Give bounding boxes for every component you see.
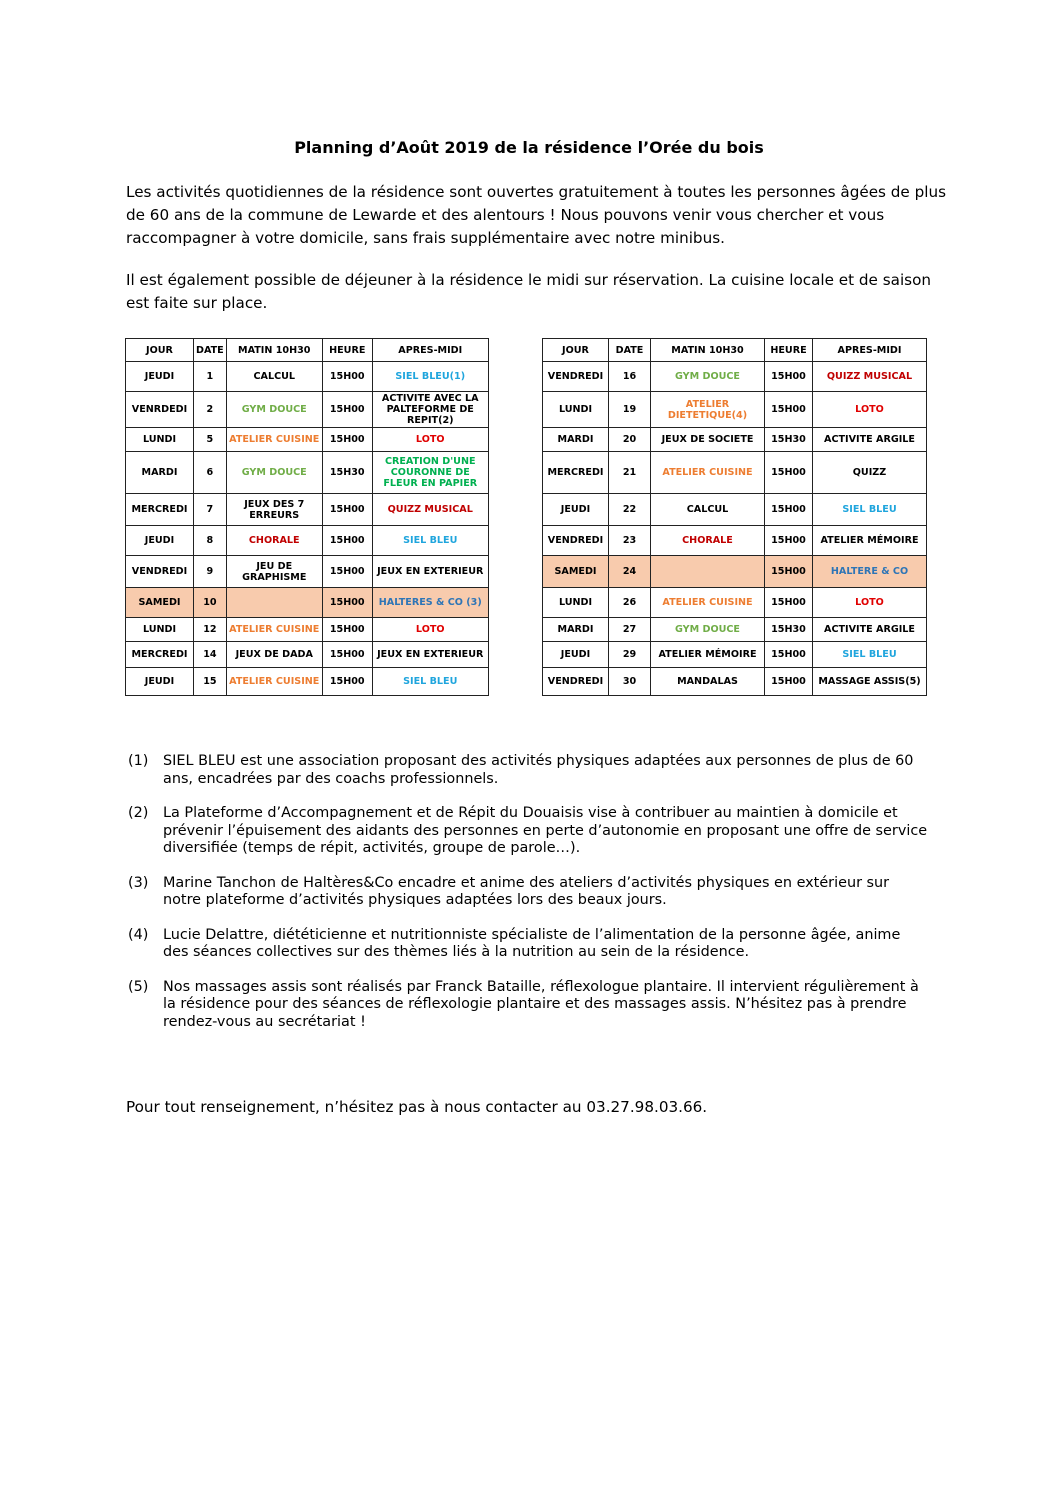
date-cell: 12 [194,618,227,642]
table-row [126,428,489,452]
table-row [126,618,489,642]
time-cell: 15H00 [322,668,372,696]
footnote-item [128,927,928,962]
day-cell: MERCREDI [126,494,194,526]
day-cell: MERCREDI [543,452,609,494]
date-cell: 26 [609,588,651,618]
day-cell: JEUDI [126,362,194,392]
morning-activity-cell: JEUX DES 7 ERREURS [226,494,322,526]
date-cell: 22 [609,494,651,526]
afternoon-activity-cell: SIEL BLEU [372,668,488,696]
day-cell: MARDI [126,452,194,494]
date-cell: 29 [609,642,651,668]
footnote-item [128,805,928,858]
morning-activity-cell: JEUX DE DADA [226,642,322,668]
morning-activity-cell: GYM DOUCE [651,362,765,392]
day-cell: SAMEDI [126,588,194,618]
afternoon-activity-cell: LOTO [813,588,927,618]
afternoon-activity-cell: QUIZZ [813,452,927,494]
header-apres-midi: APRES-MIDI [372,339,488,362]
time-cell: 15H00 [322,526,372,556]
afternoon-activity-cell: ACTIVITE ARGILE [813,428,927,452]
afternoon-activity-cell: QUIZZ MUSICAL [372,494,488,526]
table-row [126,526,489,556]
afternoon-activity-cell: QUIZZ MUSICAL [813,362,927,392]
afternoon-activity-cell: LOTO [813,392,927,428]
table-row [126,588,489,618]
afternoon-activity-cell: SIEL BLEU [813,642,927,668]
table-row [126,556,489,588]
table-row [126,362,489,392]
footnote-text: Marine Tanchon de Haltères&Co encadre et anime des ateliers d’activités physiques en extérieur sur notre plateforme d’activités physiques adaptées lors des beaux jours. [163,874,890,908]
morning-activity-cell: ATELIER CUISINE [651,588,765,618]
day-cell: LUNDI [126,428,194,452]
table-row [126,452,489,494]
table-row [543,588,927,618]
date-cell: 8 [194,526,227,556]
morning-activity-cell: CHORALE [226,526,322,556]
day-cell: JEUDI [126,668,194,696]
morning-activity-cell: CHORALE [651,526,765,556]
afternoon-activity-cell: HALTERE & CO [813,556,927,588]
table-row [543,452,927,494]
date-cell: 21 [609,452,651,494]
morning-activity-cell: ATELIER CUISINE [226,618,322,642]
afternoon-activity-cell: ACTIVITE ARGILE [813,618,927,642]
contact-line: Pour tout renseignement, n’hésitez pas à nous contacter au 03.27.98.03.66. [126,1098,708,1116]
time-cell: 15H00 [322,556,372,588]
header-matin: MATIN 10H30 [651,339,765,362]
morning-activity-cell: CALCUL [226,362,322,392]
morning-activity-cell: ATELIER MÉMOIRE [651,642,765,668]
date-cell: 7 [194,494,227,526]
time-cell: 15H00 [765,392,813,428]
day-cell: MARDI [543,618,609,642]
afternoon-activity-cell: SIEL BLEU [372,526,488,556]
date-cell: 15 [194,668,227,696]
afternoon-activity-cell: MASSAGE ASSIS(5) [813,668,927,696]
table-row [543,362,927,392]
table-row [543,642,927,668]
footnote-item [128,753,928,788]
time-cell: 15H00 [765,452,813,494]
table-row [543,494,927,526]
date-cell: 10 [194,588,227,618]
table-row [543,556,927,588]
time-cell: 15H00 [765,362,813,392]
header-date: DATE [194,339,227,362]
time-cell: 15H30 [322,452,372,494]
time-cell: 15H30 [765,618,813,642]
table-row [126,494,489,526]
time-cell: 15H00 [322,494,372,526]
footnote-number: (1) [128,753,149,769]
date-cell: 5 [194,428,227,452]
footnote-number: (2) [128,805,149,821]
time-cell: 15H00 [322,392,372,428]
time-cell: 15H00 [765,556,813,588]
date-cell: 24 [609,556,651,588]
date-cell: 9 [194,556,227,588]
day-cell: LUNDI [126,618,194,642]
morning-activity-cell: ATELIER CUISINE [226,428,322,452]
date-cell: 20 [609,428,651,452]
date-cell: 23 [609,526,651,556]
day-cell: JEUDI [543,494,609,526]
morning-activity-cell: ATELIER CUISINE [651,452,765,494]
afternoon-activity-cell: CREATION D'UNE COURONNE DE FLEUR EN PAPIER [372,452,488,494]
table-header-row [543,339,927,362]
time-cell: 15H00 [765,494,813,526]
day-cell: LUNDI [543,588,609,618]
table-row [543,618,927,642]
time-cell: 15H00 [765,526,813,556]
time-cell: 15H00 [765,668,813,696]
header-heure: HEURE [765,339,813,362]
time-cell: 15H00 [322,642,372,668]
document-title: Planning d’Août 2019 de la résidence l’Orée du bois [294,138,764,157]
morning-activity-cell: CALCUL [651,494,765,526]
footnote-text: Nos massages assis sont réalisés par Franck Bataille, réflexologue plantaire. Il intervient régulièrement à la résidence pour des séances de réflexologie plantaire et des massages assis. N’hésitez pas à prendre rendez-vous au secrétariat ! [163,978,919,1030]
footnote-text: La Plateforme d’Accompagnement et de Répit du Douaisis vise à contribuer au maintien à domicile et prévenir l’épuisement des aidants des personnes en perte d’autonomie en proposant une offre de service diversifiée (temps de répit, activités, groupe de parole…). [163,805,928,856]
afternoon-activity-cell: SIEL BLEU(1) [372,362,488,392]
time-cell: 15H00 [322,588,372,618]
time-cell: 15H00 [765,642,813,668]
header-jour: JOUR [543,339,609,362]
afternoon-activity-cell: JEUX EN EXTERIEUR [372,642,488,668]
date-cell: 14 [194,642,227,668]
header-heure: HEURE [322,339,372,362]
date-cell: 16 [609,362,651,392]
header-apres-midi: APRES-MIDI [813,339,927,362]
footnote-number: (3) [128,874,149,891]
afternoon-activity-cell: SIEL BLEU [813,494,927,526]
header-matin: MATIN 10H30 [226,339,322,362]
date-cell: 2 [194,392,227,428]
table-row [126,392,489,428]
time-cell: 15H00 [765,588,813,618]
schedule-table-right [542,338,927,696]
footnote-item [128,979,928,1032]
table-row [543,428,927,452]
day-cell: MARDI [543,428,609,452]
day-cell: MERCREDI [126,642,194,668]
time-cell: 15H30 [765,428,813,452]
day-cell: VENDREDI [126,556,194,588]
day-cell: LUNDI [543,392,609,428]
day-cell: VENDREDI [543,668,609,696]
footnote-number: (4) [128,926,149,943]
morning-activity-cell: ATELIER CUISINE [226,668,322,696]
date-cell: 1 [194,362,227,392]
schedule-table-left [125,338,489,696]
afternoon-activity-cell: LOTO [372,428,488,452]
table-row [543,526,927,556]
morning-activity-cell: GYM DOUCE [226,452,322,494]
table-row [126,668,489,696]
intro-paragraph-1: Les activités quotidiennes de la résidence sont ouvertes gratuitement à toutes les personnes âgées de plus de 60 ans de la commune de Lewarde et des alentours ! Nous pouvons venir vous chercher et vous raccompagner à votre domicile, sans frais supplémentaire avec notre minibus. [126,183,946,247]
afternoon-activity-cell: LOTO [372,618,488,642]
afternoon-activity-cell: HALTERES & CO (3) [372,588,488,618]
footnote-item [128,875,928,910]
morning-activity-cell: GYM DOUCE [651,618,765,642]
day-cell: JEUDI [126,526,194,556]
day-cell: VENDREDI [543,362,609,392]
footnotes [128,753,928,1048]
day-cell: VENDREDI [543,526,609,556]
morning-activity-cell: MANDALAS [651,668,765,696]
table-row [543,668,927,696]
time-cell: 15H00 [322,362,372,392]
morning-activity-cell: JEUX DE SOCIETE [651,428,765,452]
table-row [543,392,927,428]
day-cell: JEUDI [543,642,609,668]
morning-activity-cell [651,556,765,588]
morning-activity-cell: GYM DOUCE [226,392,322,428]
header-date: DATE [609,339,651,362]
day-cell: SAMEDI [543,556,609,588]
afternoon-activity-cell: ATELIER MÉMOIRE [813,526,927,556]
footnote-text: Lucie Delattre, diététicienne et nutritionniste spécialiste de l’alimentation de la personne âgée, anime des séances collectives sur des thèmes liés à la nutrition au sein de la résidence. [163,926,901,960]
table-header-row [126,339,489,362]
table-row [126,642,489,668]
date-cell: 6 [194,452,227,494]
time-cell: 15H00 [322,428,372,452]
morning-activity-cell: ATELIER DIETETIQUE(4) [651,392,765,428]
header-jour: JOUR [126,339,194,362]
date-cell: 27 [609,618,651,642]
footnote-number: (5) [128,978,149,995]
afternoon-activity-cell: ACTIVITE AVEC LA PALTEFORME DE REPIT(2) [372,392,488,428]
intro-paragraph-2: Il est également possible de déjeuner à la résidence le midi sur réservation. La cuisine locale et de saison est faite sur place. [126,271,931,312]
date-cell: 19 [609,392,651,428]
date-cell: 30 [609,668,651,696]
morning-activity-cell: JEU DE GRAPHISME [226,556,322,588]
day-cell: VENRDEDI [126,392,194,428]
time-cell: 15H00 [322,618,372,642]
footnote-text: SIEL BLEU est une association proposant des activités physiques adaptées aux personnes de plus de 60 ans, encadrées par des coachs professionnels. [163,753,914,787]
morning-activity-cell [226,588,322,618]
afternoon-activity-cell: JEUX EN EXTERIEUR [372,556,488,588]
